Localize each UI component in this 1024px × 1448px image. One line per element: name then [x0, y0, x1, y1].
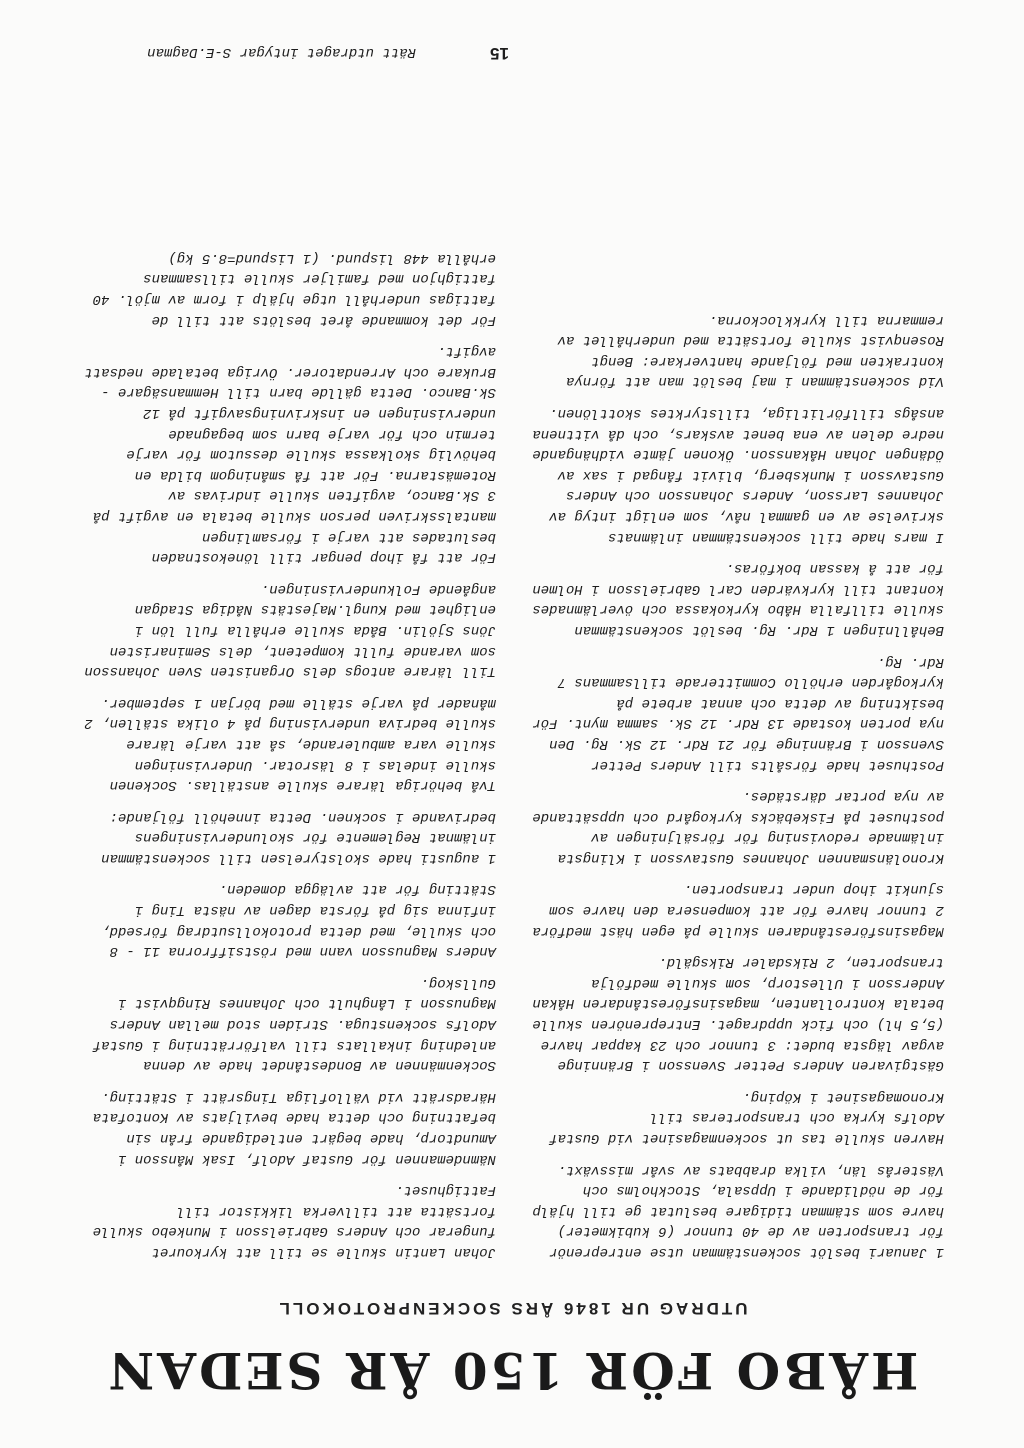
right-column	[84, 236, 496, 1262]
left-column	[532, 298, 944, 1262]
paragraph: Till lärare antogs dels Organisten Sven Johansson som varande fullt kompetent, dels Seminaristen Jöns Sjölin. Båda skulle erhålla full lön i enlighet med Kungl.Majestäts Nådiga Stadgan angående Folkundervisningen.	[84, 580, 496, 680]
paragraph: Gästgivaren Anders Petter Svensson i Bränninge avgav lägsta budet: 3 tunnor och 23 kappar havre (5,5 hl) och fick uppdraget. Entreprenören skulle betala kontrollanten, magasinsföreståndaren Håkan Andersson i Ullestorp, som skulle medfölja transporten, 2 Riksdaler Riksgäld.	[532, 954, 944, 1074]
paragraph: Nämndemannen för Gustaf Adolf, Isak Månsson i Amundtorp, hade begärt entledigande från sin befattning och detta hade beviljats av Kontofata Häradsrätt vid Vällofliga Tingsrätt i Stätting.	[92, 1088, 496, 1167]
page-footer	[80, 40, 944, 63]
paragraph: Sockenmännen av Bondeståndet hade av denna anledning inkallats till valförrättning i Gustaf Adolfs sockenstuga. Striden stod mellan Anders Magnusson i Långhult och Johannes Ringqvist i Gullskog.	[92, 974, 496, 1074]
paragraph: Magasinsföreståndaren skulle på egen häst medföra 2 tunnor havre för att kompensera den havre som sjunkit ihop under transporten.	[532, 881, 944, 939]
paragraph: Posthuset hade försålts till Anders Petter Svensson i Bränninge för 21 Rdr. 12 Sk. Rg. Den nya porten kostade 13 Rdr. 12 Sk. samma mynt. För besiktning av detta och annat arbete på kyrkogården erhöllo Committerade tillsammans 7 Rdr. Rg.	[532, 653, 944, 773]
paragraph: Vid sockenstämman i maj beslöt man att förnya kontrakten med följande hantverkare: Bengt Rosenqvist skulle fortsätta med underhållet av remmarna till kyrkklockorna.	[557, 311, 944, 390]
paragraph: Anders Magnusson vann med röstsiffrorna 11 - 8 och skulle, med detta protokollsutdrag försedd, infinna sig på första dagen av nästa Ting i Stätting för att avlägga domeden.	[101, 881, 496, 960]
paragraph: För att få ihop pengar till lönekostnaden beslutades att varje i församlingen mantalsskriven person skulle betala en avgift på 3 Sk.Banco, avgiften skulle indrivas av Rotemästarna. För att få småningom bilda en behövlig skolkassa skulle dessutom för varje termin och för varje barn som begagnade undervisningen en inskrivningsavgift på 12 Sk.Banco. Detta gällde barn till Hemmansägare - Brukare och Arrendatorer. Övriga betalade nedsatt avgift.	[84, 343, 496, 566]
paragraph: Behållningen 1 Rdr. Rg. beslöt sockenstämman skulle tillfalla Håbo kyrkokassa och överlämnades kontant till kyrkvärden Carl Gabrielsson i Holmen för att å kassan bokföras.	[532, 560, 944, 638]
paragraph: Kronolänsmannen Johannes Gustavsson i Klingsta inlämnade redovisning för försäljningen av posthuset på Fiskebäcks kyrkogård och uppsättande av nya portar därstädes.	[532, 788, 944, 866]
paragraph: I mars hade till sockenstämman inlämnats skrivelse av en gammal nåv, som enligt intyg av Johannes Larsson, Anders Johansson och Anders Gustavsson i Munksberg, blivit fångad i sax av Ödängen Johan Håkansson. Ökonen jämte vidhängande nedre delen av ena benet avskars, och då vittnena ansågs tillförlitliga, tillstyrktes skottlönen.	[532, 405, 944, 545]
certification-credit: Rätt utdraget intygar S-E.Dagman	[147, 44, 416, 60]
paragraph: 1 augusti hade skolstyrelsen till sockenstämman inlämnat Reglemente för skolundervisningens bedrivande i socknen. Detta innehöll följande:	[101, 808, 496, 866]
paragraph: Johan Lantin skulle se till att kyrkouret fungerar och Anders Gabrielsson i Munkebo skulle fortsätta att tillverka likkistor till Fattighuset.	[92, 1182, 496, 1260]
page-subtitle: UTDRAG UR 1846 ÅRS SOCKENPROTOKOLL	[276, 1299, 748, 1318]
paragraph: Havren skulle tas ut sockenmagasinet vid Gustaf Adolfs kyrka och transporteras till Kronomagasinet i Köping.	[549, 1088, 944, 1147]
page-number: 15	[490, 44, 509, 63]
paragraph: Två behöriga lärare skulle anställas. Sockenen skulle indelas i 8 läsrotar. Undervisningen skulle vara ambulerande, så att varje lärare skulle bedriva undervisning på 4 olika ställen, 2 månader på varje ställe med början 1 september.	[84, 694, 496, 794]
page-title: HÅBO FÖR 150 ÅR SEDAN	[105, 1341, 919, 1400]
paragraph: För det kommande året beslöts att till de fattigas underhåll utge hjälp i form av mjöl. 40 fattighjon med familjer skulle tillsammans erhålla 448 lispund. (1 Lispund=8.5 kg)	[92, 249, 496, 328]
paragraph: 1 Januari beslöt sockenstämman utse entreprenör för transporten av de 40 tunnor (6 kubikmeter) havre som stämman tidigare beslutat ge till hjälp för de nödlidande i Uppsala, Stockholms och Västerås län, vilka drabbats av svår missväxt.	[532, 1161, 944, 1260]
